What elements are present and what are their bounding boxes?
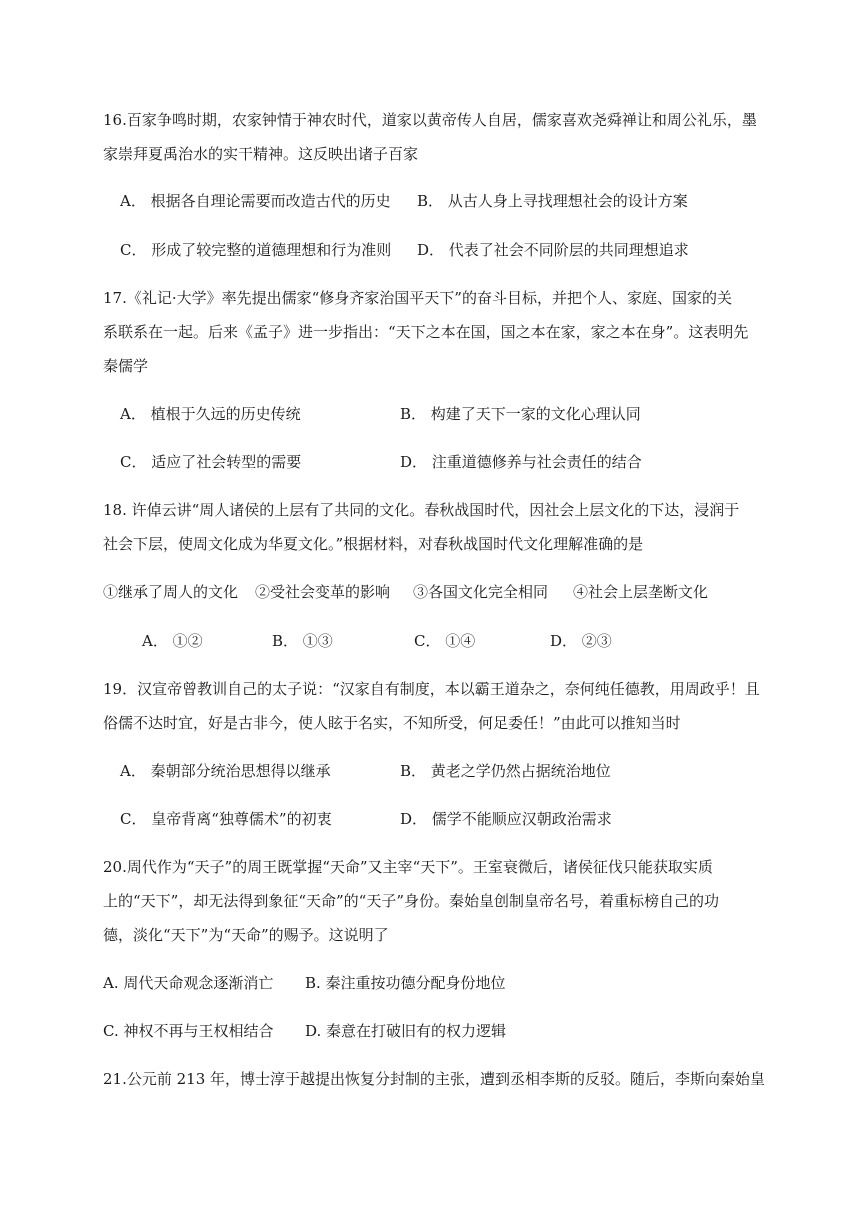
q16-stem-line-1: 16.百家争鸣时期，农家钟情于神农时代，道家以黄帝传人自居，儒家喜欢尧舜禅让和周公礼乐，墨 <box>103 111 757 129</box>
q19-stem-line-1: 19．汉宣帝曾教训自己的太子说：“汉家自有制度，本以霸王道杂之，奈何纯任德教，用周政乎！且 <box>103 680 760 698</box>
q18-stem-line-2: 社会下层，使周文化成为华夏文化。”根据材料，对春秋战国时代文化理解准确的是 <box>103 535 644 553</box>
q18-item-3: ③各国文化完全相同 <box>413 583 549 601</box>
q18-option-a: A． ①② <box>142 632 203 650</box>
q18-item-1: ①继承了周人的文化 <box>103 583 239 601</box>
q21-stem-line-1: 21.公元前 213 年，博士淳于越提出恢复分封制的主张，遭到丞相李斯的反驳。随后，李斯向秦始皇 <box>103 1070 766 1088</box>
q18-option-c: C． ①④ <box>414 632 476 650</box>
q16-stem-line-2: 家崇拜夏禹治水的实干精神。这反映出诸子百家 <box>103 145 419 163</box>
q19-stem-line-2: 俗儒不达时宜，好是古非今，使人眩于名实，不知所受，何足委任！”由此可以推知当时 <box>103 714 681 732</box>
q18-option-b: B． ①③ <box>272 632 333 650</box>
q19-option-b: B． 黄老之学仍然占据统治地位 <box>400 762 611 780</box>
q18-option-d: D． ②③ <box>550 632 612 650</box>
q18-stem-line-1: 18. 许倬云讲“周人诸侯的上层有了共同的文化。春秋战国时代，因社会上层文化的下达，浸润于 <box>103 501 740 519</box>
q16-option-a: A． 根据各自理论需要而改造古代的历史 <box>120 192 391 210</box>
q20-option-a: A. 周代天命观念逐渐消亡 <box>103 974 274 992</box>
q16-option-d: D． 代表了社会不同阶层的共同理想追求 <box>417 241 689 259</box>
q17-stem-line-3: 秦儒学 <box>103 357 149 375</box>
q17-stem-line-2: 系联系在一起。后来《孟子》进一步指出：“天下之本在国，国之本在家，家之本在身”。这表明先 <box>103 323 749 341</box>
q18-item-4: ④社会上层垄断文化 <box>573 583 709 601</box>
q17-option-a: A． 植根于久远的历史传统 <box>120 405 301 423</box>
q20-option-d: D. 秦意在打破旧有的权力逻辑 <box>305 1022 507 1040</box>
q18-item-2: ②受社会变革的影响 <box>255 583 391 601</box>
q17-option-d: D． 注重道德修养与社会责任的结合 <box>400 453 642 471</box>
q16-option-c: C． 形成了较完整的道德理想和行为准则 <box>120 241 392 259</box>
q20-stem-line-2: 上的“天下”，却无法得到象征“天命”的“天子”身份。秦始皇创制皇帝名号，着重标榜自己的功 <box>103 892 720 910</box>
q17-option-b: B． 构建了天下一家的文化心理认同 <box>400 405 641 423</box>
q19-option-a: A． 秦朝部分统治思想得以继承 <box>120 762 331 780</box>
q16-option-b: B． 从古人身上寻找理想社会的设计方案 <box>417 192 688 210</box>
q19-option-d: D． 儒学不能顺应汉朝政治需求 <box>400 810 612 828</box>
q19-option-c: C． 皇帝背离“独尊儒术”的初衷 <box>120 810 332 828</box>
q20-stem-line-3: 德，淡化“天下”为“天命”的赐予。这说明了 <box>103 926 389 944</box>
q17-stem-line-1: 17.《礼记·大学》率先提出儒家“修身齐家治国平天下”的奋斗目标，并把个人、家庭、国家的关 <box>103 289 732 307</box>
q20-option-b: B. 秦注重按功德分配身份地位 <box>305 974 506 992</box>
q20-option-c: C. 神权不再与王权相结合 <box>103 1022 274 1040</box>
q17-option-c: C． 适应了社会转型的需要 <box>120 453 302 471</box>
q20-stem-line-1: 20.周代作为“天子”的周王既掌握“天命”又主宰“天下”。王室衰微后，诸侯征伐只能获取实质 <box>103 858 713 876</box>
